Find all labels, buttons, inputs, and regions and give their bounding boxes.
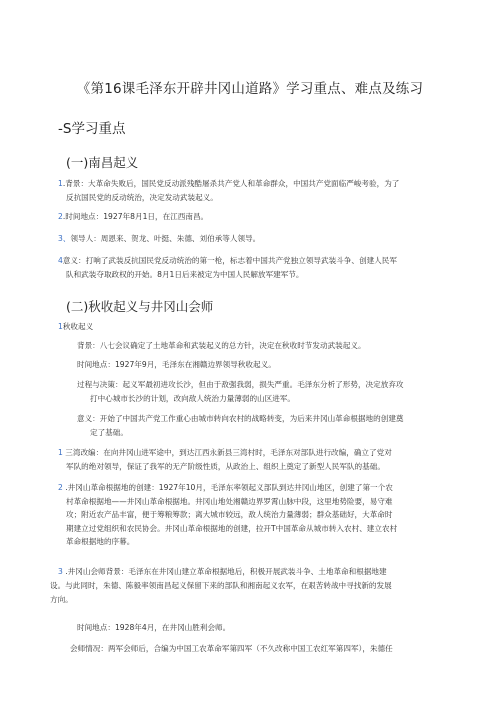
item-text: .背景：大革命失败后，国民党反动派残酷屠杀共产党人和革命群众，中国共产党面临严峻考验，为了 xyxy=(62,179,400,188)
item-number: 3 xyxy=(58,567,63,576)
item-number: 1 xyxy=(58,448,63,457)
paragraph-text: 过程与决策：起义军最初进攻长沙，但由于敌强我弱，损失严重。毛泽东分析了形势，决定放弃攻 xyxy=(77,380,404,389)
item-number: 2 xyxy=(58,212,63,221)
item-text: .井冈山会师背景：毛泽东在井冈山建立革命根据地后，积极开展武装斗争、土地革命和根据地建 xyxy=(65,567,387,576)
item-text: .时间地点：1927年8月1日，在江西南昌。 xyxy=(62,212,209,221)
paragraph-background: 背景：八七会议确定了土地革命和武装起义的总方针，决定在秋收时节发动武装起义。 xyxy=(77,341,366,350)
sub-heading xyxy=(58,320,450,334)
paragraph-text-continued: 定了基础。 xyxy=(90,427,128,437)
paragraph-text: 意义：开始了中国共产党工作重心由城市转向农村的战略转变，为后来井冈山革命根据地的创建奠 xyxy=(77,414,404,423)
item-text-continued: 期建立过党组织和农民协会。井冈山革命根据地的创建，拉开T中国革命从城市转入农村、建立农村 xyxy=(66,523,398,533)
item-text: 领导人：周恩来、贺龙、叶挺、朱德、刘伯承等人领导。 xyxy=(70,234,261,243)
paragraph-process xyxy=(77,378,449,405)
list-item xyxy=(58,481,450,549)
item-text-continued: 设。与此同时，朱德、陈毅率领南昌起义保留下来的部队和湘南起义农军，在艰苦转战中寻找新的发展 xyxy=(50,581,392,590)
list-item xyxy=(58,232,450,246)
list-item xyxy=(58,254,450,281)
list-item xyxy=(58,177,450,204)
item-text-continued: 方向。 xyxy=(50,594,73,604)
paragraph-text-continued: 打中心城市长沙的计划，改向敌人统治力量薄弱的山区进军。 xyxy=(90,393,296,403)
item-text-continued: 反抗国民党的反动统治，决定发动武装起义。 xyxy=(66,192,218,202)
part-heading: -S学习重点 xyxy=(58,121,126,137)
section-heading-nanchang: (一)南昌起义 xyxy=(66,155,139,170)
item-text: 三湾改编：在向井冈山进军途中，到达江西永新县三湾村时，毛泽东对部队进行改编，确立了党对 xyxy=(65,448,392,457)
item-number: 1 xyxy=(58,322,63,331)
item-number: 4 xyxy=(58,256,63,265)
paragraph-meet-time: 时间地点：1928年4月，在井冈山胜利会师。 xyxy=(77,623,231,632)
item-number: 1 xyxy=(58,179,63,188)
item-text-continued: 村革命根据地——井冈山革命根据地。井冈山地处湘赣边界罗霄山脉中段，这里地势险要，易守难 xyxy=(66,496,393,506)
item-text: 意义：打响了武装反抗国民党反动统治的第一枪，标志着中国共产党独立领导武装斗争、创建人民军 xyxy=(62,256,397,265)
list-item xyxy=(58,565,450,579)
section-heading-autumn-harvest: (二)秋收起义与井冈山会师 xyxy=(66,299,214,314)
list-item xyxy=(58,210,450,224)
item-text-continued: 军队的绝对领导，保证了我军的无产阶级性质，从政治上、组织上奠定了新型人民军队的基础。 xyxy=(66,461,385,471)
paragraph-meaning xyxy=(77,412,449,439)
item-text: .井冈山革命根据地的创建：1927年10月，毛泽东率领起义部队到达井冈山地区，创建了第一个农 xyxy=(65,483,393,492)
list-item-continued xyxy=(50,579,450,606)
document-title: 《第16课毛泽东开辟井冈山道路》学习重点、难点及练习 xyxy=(76,81,424,97)
item-number: 3、 xyxy=(58,234,71,243)
paragraph-meet-info: 会师情况：两军会师后，合编为中国工农革命军第四军（不久改称中国工农红军第四军），朱德任 xyxy=(70,644,393,653)
paragraph-time: 时间地点：1927年9月，毛泽东在湘赣边界领导秋收起义。 xyxy=(77,360,276,369)
item-number: 2 xyxy=(58,483,63,492)
item-text: 秋收起义 xyxy=(62,322,94,331)
item-text-continued: 攻；附近农产品丰富，便于筹粮筹款；离大城市较远，敌人统治力量薄弱；群众基础好，大革命时 xyxy=(66,510,393,519)
item-text-continued: 革命根据地的序幕。 xyxy=(66,537,135,546)
list-item xyxy=(58,446,450,473)
item-text-continued: 队和武装夺取政权的开始。8月1日后来被定为中国人民解放军建军节。 xyxy=(66,269,304,279)
